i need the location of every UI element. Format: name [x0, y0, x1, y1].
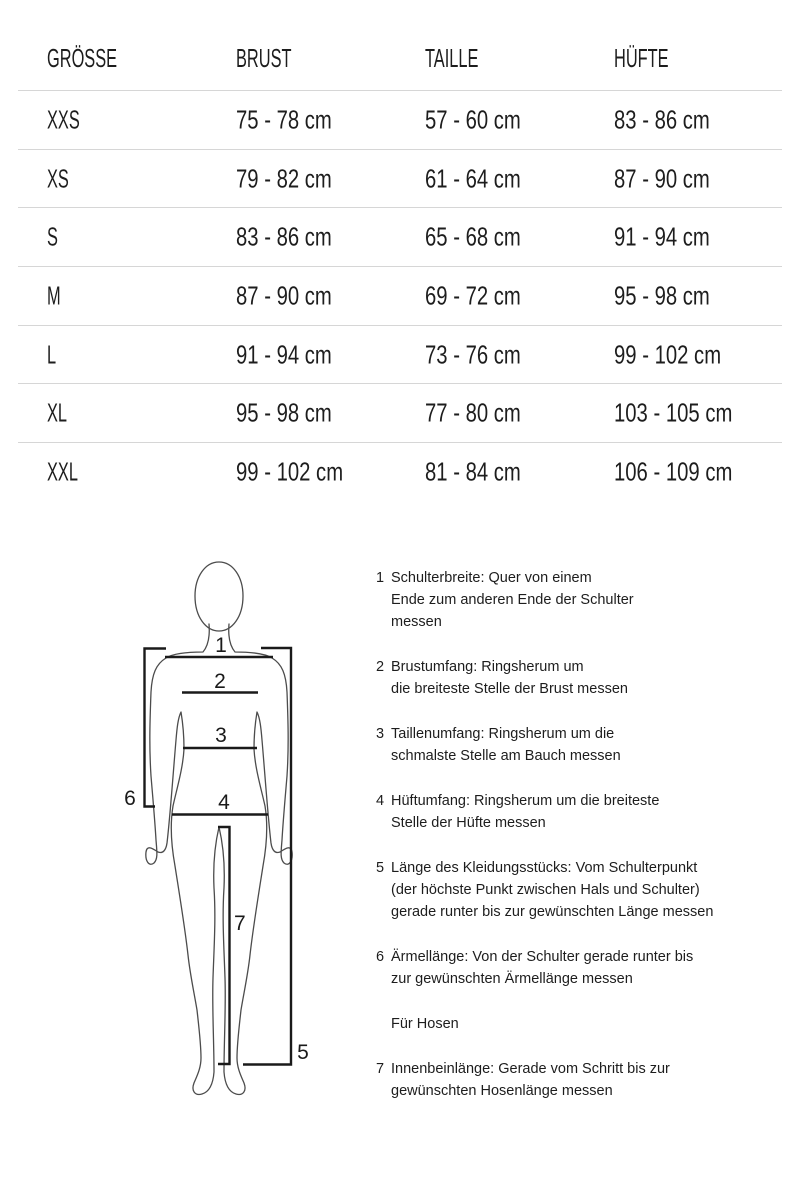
note-number: 6 [376, 949, 385, 965]
column-header-huefte: HÜFTE [614, 43, 669, 73]
note-number: 5 [376, 860, 385, 876]
note-line: Für Hosen [391, 1016, 459, 1032]
note-hueftumfang [376, 790, 736, 834]
taille-value: 61 - 64 cm [425, 163, 521, 194]
note-line: gerade runter bis zur gewünschten Länge messen [391, 904, 714, 920]
brust-value: 95 - 98 cm [236, 397, 332, 428]
note-line: Ende zum anderen Ende der Schulter [391, 592, 634, 608]
note-line: Ärmellänge: Von der Schulter gerade runter bis [391, 949, 694, 965]
brust-value: 83 - 86 cm [236, 221, 332, 252]
body-outline-left [146, 624, 219, 1094]
size-label: XL [47, 397, 68, 428]
note-line: die breiteste Stelle der Brust messen [391, 681, 628, 697]
note-line: Schulterbreite: Quer von einem [391, 570, 592, 586]
label-2: 2 [214, 670, 226, 693]
note-line: (der höchste Punkt zwischen Hals und Schulter) [391, 882, 700, 898]
huefte-value: 106 - 109 cm [614, 456, 733, 487]
note-line: gewünschten Hosenlänge messen [391, 1083, 613, 1099]
table-row-m [18, 266, 782, 325]
note-line: zur gewünschten Ärmellänge messen [391, 971, 633, 987]
size-label: L [47, 339, 57, 370]
note-taillenumfang [376, 723, 736, 767]
column-header-brust: BRUST [236, 43, 292, 73]
label-5: 5 [297, 1041, 309, 1064]
huefte-value: 87 - 90 cm [614, 163, 710, 194]
table-row-s [18, 207, 782, 266]
brust-value: 91 - 94 cm [236, 339, 332, 370]
huefte-value: 103 - 105 cm [614, 397, 733, 428]
note-number: 3 [376, 726, 385, 742]
note-line: Hüftumfang: Ringsherum um die breiteste [391, 793, 660, 809]
head-outline [195, 562, 243, 631]
note-laenge-kleidungsstueck [376, 857, 736, 923]
note-line: Taillenumfang: Ringsherum um die [391, 726, 615, 742]
column-header-taille: TAILLE [425, 43, 479, 73]
note-line: Brustumfang: Ringsherum um [391, 659, 584, 675]
size-label: XXL [47, 456, 78, 487]
huefte-value: 95 - 98 cm [614, 280, 710, 311]
huefte-value: 99 - 102 cm [614, 339, 722, 370]
label-3: 3 [215, 724, 227, 747]
taille-value: 65 - 68 cm [425, 221, 521, 252]
note-line: Innenbeinlänge: Gerade vom Schritt bis zur [391, 1061, 670, 1077]
note-schulterbreite [376, 567, 736, 633]
sleeve-length-bracket-6 [145, 649, 167, 807]
label-1: 1 [215, 634, 227, 657]
note-line: schmalste Stelle am Bauch messen [391, 748, 621, 764]
note-innenbeinlaenge [376, 1058, 736, 1102]
note-number: 1 [376, 570, 385, 586]
brust-value: 79 - 82 cm [236, 163, 332, 194]
label-4: 4 [218, 791, 230, 814]
table-row-xs [18, 149, 782, 208]
brust-value: 87 - 90 cm [236, 280, 332, 311]
size-label: XS [47, 163, 69, 194]
table-row-xl [18, 383, 782, 442]
note-brustumfang [376, 656, 736, 700]
measurement-lines [145, 648, 292, 1065]
brust-value: 75 - 78 cm [236, 104, 332, 135]
table-row-xxs [18, 90, 782, 149]
measurement-instructions [376, 567, 736, 1125]
note-line: messen [391, 614, 442, 630]
note-line: Länge des Kleidungsstücks: Vom Schulterpunkt [391, 860, 698, 876]
column-header-groesse: GRÖSSE [47, 43, 118, 73]
table-row-l [18, 325, 782, 384]
table-header-row [18, 0, 782, 90]
taille-value: 81 - 84 cm [425, 456, 521, 487]
note-number: 7 [376, 1061, 385, 1077]
note-number: 4 [376, 793, 385, 809]
note-number: 2 [376, 659, 385, 675]
huefte-value: 91 - 94 cm [614, 221, 710, 252]
taille-value: 73 - 76 cm [425, 339, 521, 370]
size-table [18, 0, 782, 501]
garment-length-bracket-5 [243, 648, 291, 1065]
size-label: M [47, 280, 61, 311]
table-row-xxl [18, 442, 782, 501]
body-measurement-diagram [115, 550, 320, 1105]
taille-value: 69 - 72 cm [425, 280, 521, 311]
huefte-value: 83 - 86 cm [614, 104, 710, 135]
size-label: S [47, 221, 58, 252]
taille-value: 57 - 60 cm [425, 104, 521, 135]
label-7: 7 [234, 912, 246, 935]
brust-value: 99 - 102 cm [236, 456, 344, 487]
taille-value: 77 - 80 cm [425, 397, 521, 428]
label-6: 6 [124, 787, 136, 810]
note-line: Stelle der Hüfte messen [391, 815, 546, 831]
note-aermellaenge [376, 946, 736, 990]
note-fuer-hosen-heading [376, 1013, 736, 1035]
size-label: XXS [47, 104, 80, 135]
